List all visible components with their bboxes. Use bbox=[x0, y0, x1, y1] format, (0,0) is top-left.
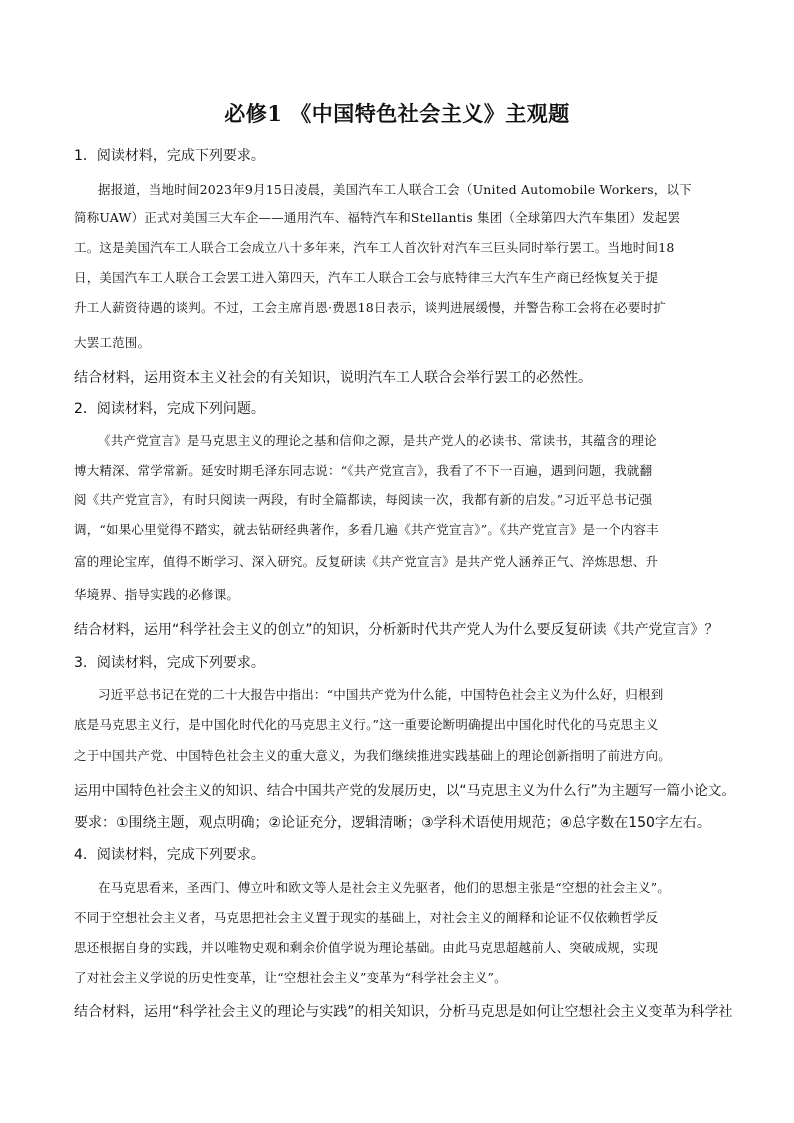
question-1-material-line: 大罢工范围。 bbox=[74, 335, 151, 350]
question-4-material-line: 思还根据自身的实践，并以唯物史观和剩余价值学说为理论基础。由此马克思超越前人、突破成规，实现 bbox=[74, 940, 659, 955]
question-3-material-line: 习近平总书记在党的二十大报告中指出：“中国共产党为什么能，中国特色社会主义为什么好，归根到 bbox=[98, 687, 664, 702]
question-1-material-line: 简称UAW）正式对美国三大车企——通用汽车、福特汽车和Stellantis 集团（全球第四大汽车集团）发起罢 bbox=[74, 210, 681, 225]
question-1-material-line: 日，美国汽车工人联合工会罢工进入第四天，汽车工人联合工会与底特律三大汽车生产商已经恢复关于提 bbox=[74, 270, 659, 285]
question-1-task: 结合材料，运用资本主义社会的有关知识，说明汽车工人联合会举行罢工的必然性。 bbox=[74, 370, 592, 386]
question-2-material-line: 阅《共产党宣言》，有时只阅读一两段，有时全篇都读，每阅读一次，我都有新的启发。”习近平总书记强 bbox=[74, 492, 653, 507]
question-3-task: 运用中国特色社会主义的知识、结合中国共产党的发展历史，以“马克思主义为什么行”为主题写一篇小论文。 bbox=[74, 783, 736, 799]
question-4-material-line: 不同于空想社会主义者，马克思把社会主义置于现实的基础上，对社会主义的阐释和论证不仅依赖哲学反 bbox=[74, 910, 659, 925]
question-2-material-line: 《共产党宣言》是马克思主义的理论之基和信仰之源，是共产党人的必读书、常读书，其蕴含的理论 bbox=[98, 433, 657, 448]
question-1-material-line: 升工人薪资待遇的谈判。不过，工会主席肖恩·费恩18日表示，谈判进展缓慢，并警告称工会将在必要时扩 bbox=[74, 300, 666, 315]
question-4-prompt: 4．阅读材料，完成下列要求。 bbox=[74, 847, 265, 863]
document-title: 必修1 《中国特色社会主义》主观题 bbox=[224, 101, 570, 126]
question-4-material-line: 了对社会主义学说的历史性变革，让“空想社会主义”变革为“科学社会主义”。 bbox=[74, 970, 507, 985]
question-2-material-line: 富的理论宝库，值得不断学习、深入研究。反复研读《共产党宣言》是共产党人涵养正气、淬炼思想、升 bbox=[74, 554, 659, 569]
question-1-material-line: 工。这是美国汽车工人联合工会成立八十多年来，汽车工人首次针对汽车三巨头同时举行罢工。当地时间18 bbox=[74, 240, 675, 255]
question-4-material-line: 在马克思看来，圣西门、傅立叶和欧文等人是社会主义先驱者，他们的思想主张是“空想的社会主义”。 bbox=[98, 880, 670, 895]
question-2-material-line: 华境界、指导实践的必修课。 bbox=[74, 587, 240, 602]
question-3-material-line: 之于中国共产党、中国特色社会主义的重大意义，为我们继续推进实践基础上的理论创新指明了前进方向。 bbox=[74, 748, 671, 763]
question-1-material-line: 据报道，当地时间2023年9月15日凌晨，美国汽车工人联合工会（United Automobile Workers，以下 bbox=[98, 182, 692, 197]
question-2-task: 结合材料，运用“科学社会主义的创立”的知识，分析新时代共产党人为什么要反复研读《共产党宣言》？ bbox=[74, 622, 719, 638]
question-3-prompt: 3．阅读材料，完成下列要求。 bbox=[74, 655, 265, 671]
question-3-material-line: 底是马克思主义行，是中国化时代化的马克思主义行。”这一重要论断明确提出中国化时代化的马克思主义 bbox=[74, 717, 659, 732]
question-4-task: 结合材料，运用“科学社会主义的理论与实践”的相关知识，分析马克思是如何让空想社会主义变革为科学社 bbox=[74, 1004, 733, 1020]
question-2-material-line: 博大精深、常学常新。延安时期毛泽东同志说：“《共产党宣言》，我看了不下一百遍，遇到问题，我就翻 bbox=[74, 463, 653, 478]
question-2-material-line: 调，“如果心里觉得不踏实，就去钻研经典著作，多看几遍《共产党宣言》”。《共产党宣言》是一个内容丰 bbox=[74, 522, 659, 537]
question-3-requirements: 要求：①围绕主题，观点明确；②论证充分，逻辑清晰；③学科术语使用规范；④总字数在150字左右。 bbox=[74, 815, 711, 831]
question-1-prompt: 1．阅读材料，完成下列要求。 bbox=[74, 148, 265, 164]
question-2-prompt: 2．阅读材料，完成下列问题。 bbox=[74, 401, 265, 417]
